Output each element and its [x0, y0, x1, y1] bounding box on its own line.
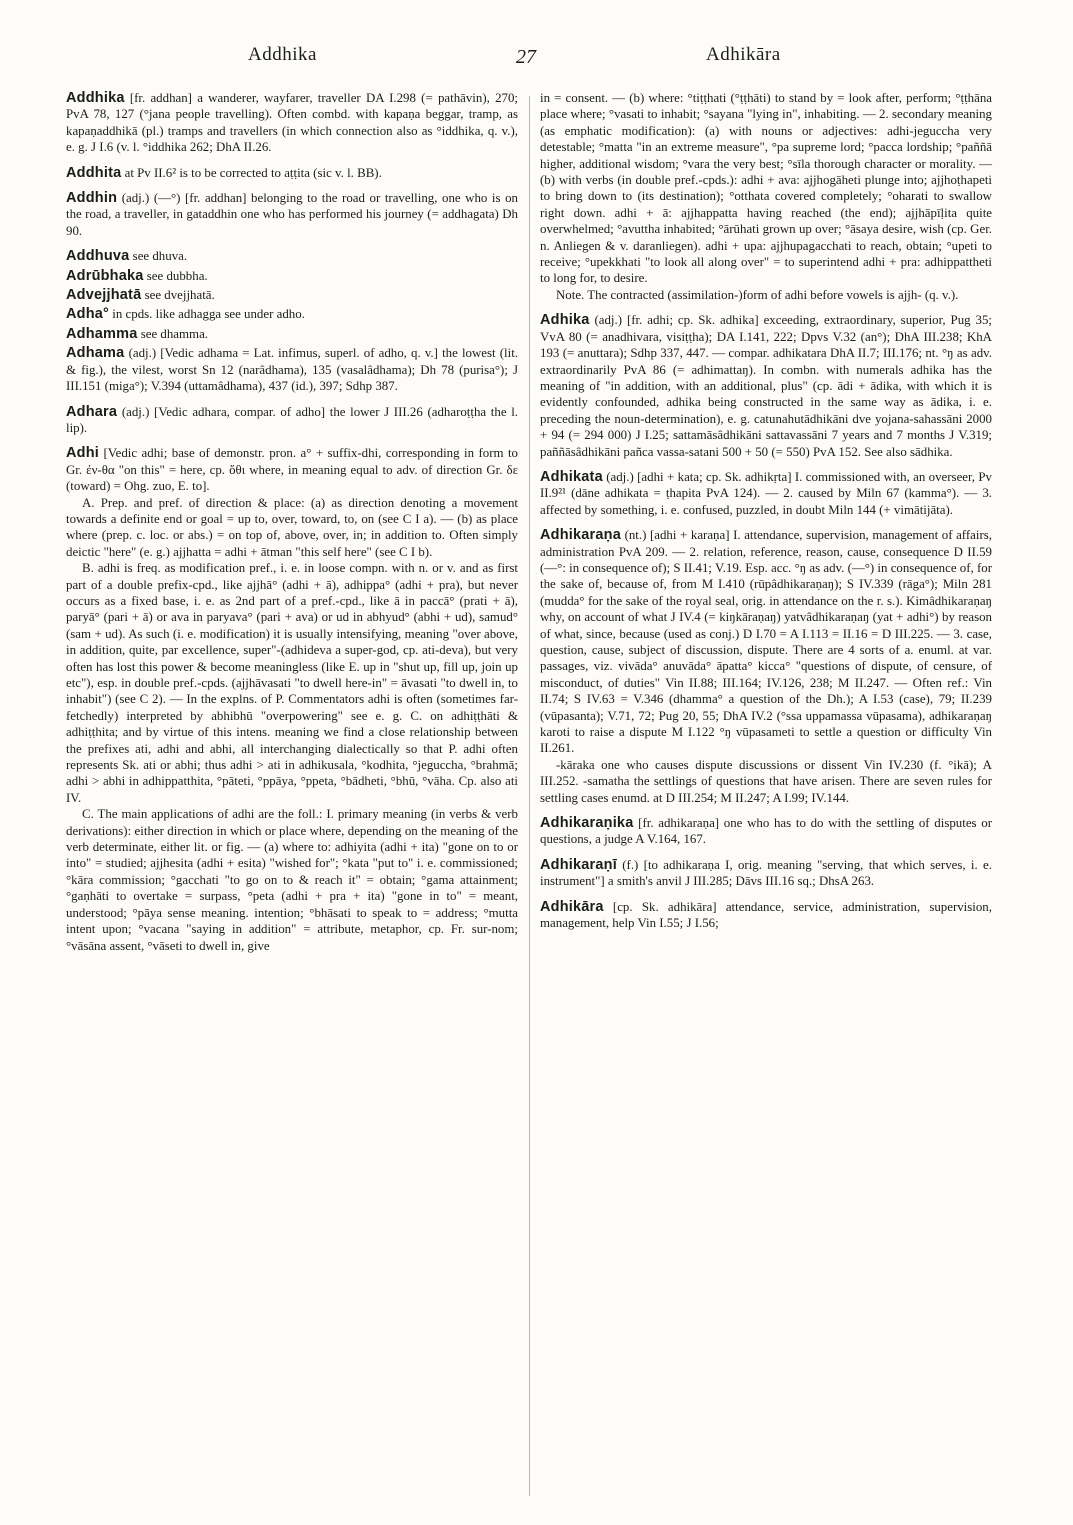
entry-paragraph	[66, 445, 518, 494]
page-number: 27	[516, 46, 536, 68]
entry-paragraph	[66, 165, 518, 181]
column-divider	[529, 96, 530, 1496]
headword: Adhikaraṇa	[540, 527, 621, 544]
entry-paragraph	[540, 757, 992, 806]
definition-text: see dhamma.	[140, 326, 209, 341]
definition-text: (nt.) [adhi + karaṇa] I. attendance, supervision, management of affairs, administration PvA 209. — 2. relation, reference, reason, cause, consequence D II.59 (—°: in consequence of); S II.41; V.19. Esp. acc. °ŋ as adv. (—°) in consequence of, for the sake of, because of, from M I.410 (rūpâdhikaraṇaŋ); S IV.339 (rāga°); Miln 281 (mudda° for the sake of the royal seal, orig. in attendance on the r. s.). Kimâdhikaraṇaŋ why, on account of what J IV.4 (= kiŋkāraṇaŋ) yatvâdhikaraṇaŋ (yat + adhi°) by reason of what, since, because (used as conj.) D I.70 = A I.113 = II.16 = D III.225. — 3. case, question, cause, subject of discussion, dispute. There are 4 sorts of a. enuml. at var. passages, viz. vivāda° anuvāda° āpatta° kicca° "questions of dispute, of censure, of misconduct, of duties" Vin II.88; III.164; IV.126, 238; M II.247. — Often ref.: Vin II.74; S IV.63 = V.346 (dhamma° a question of the Dh.); A I.53 (case), 79; II.239 (vūpasanta); V.71, 72; Pug 20, 55; DhA IV.2 (°ssa uppamassa vūpasama), adhikaraṇaŋ karoti to raise a dispute M I.122 °ŋ vūpasameti to settle a question or difficulty Vin II.261.	[540, 528, 992, 756]
entry-paragraph	[540, 287, 992, 303]
definition-text: C. The main applications of adhi are the foll.: I. primary meaning (in verbs & verb derivations): either direction in which or place where, depending on the meaning of the verb determinate, either lit. or fig. — (a) where to: adhiyita (adhi + ita) "gone on to or into" = studied; ajjhesita (adhi + esita) "wished for"; °kata "put to" i. e. commissioned; °kāra commission; °gacchati "to go on to & reach it" = obtain; °gama attainment; °gaṇhāti to overtake = surpass, °peta (adhi + pra + ita) "gone in to" = meant, understood; °pāya sense meaning. intention; °bhāsati to speak to = address; °mutta intent upon; °vacana "saying in addition" = attribute, metaphor, cp. Fr. sur-nom; °vāsāna assent, °vāseti to dwell in, give	[66, 807, 518, 953]
headword: Advejjhatā	[66, 287, 142, 304]
header-right-guideword: Adhikāra	[706, 44, 781, 65]
running-header	[0, 44, 1073, 74]
entry-paragraph	[540, 527, 992, 757]
entry-advejjhata	[66, 287, 518, 303]
definition-text: (adj.) [adhi + kata; cp. Sk. adhikṛta] I. commissioned with, an overseer, Pv II.9²¹ (dāne adhikata = ṭhapita PvA 124). — 2. caused by Miln 67 (kamma°). — 3. affected by something, i. e. confused, puzzled, in doubt Miln 144 (+ vimātijāta).	[540, 469, 992, 517]
headword: Adhi	[66, 445, 100, 462]
entry-paragraph	[540, 312, 992, 460]
entry-adhara	[66, 404, 518, 437]
entry-paragraph	[66, 404, 518, 437]
definition-text: (adj.) [Vedic adhama = Lat. infimus, superl. of adho, q. v.] the lowest (lit. & fig.), the vilest, worst Sn 12 (narâdhama), 135 (vasalâdhama); Dh 78 (purisa°); J III.151 (miga°); V.394 (uttamâdhama), 437 (id.), 397; Sdhp 387.	[66, 346, 518, 394]
definition-text: [Vedic adhi; base of demonstr. pron. a° + suffix-dhi, corresponding in form to Gr. ἐν-θα "on this" = here, cp. ὅθι where, in meaning equal to adv. of direction Gr. δε (toward) = Ohg. zuo, E. to].	[66, 446, 518, 494]
entry-adhama	[66, 345, 518, 394]
headword: Addhuva	[66, 248, 130, 265]
entry-adhikaranika	[540, 815, 992, 848]
definition-text: at Pv II.6² is to be corrected to aṭṭita (sic v. l. BB).	[124, 165, 382, 180]
entry-adrubhaka	[66, 268, 518, 284]
entry-paragraph	[540, 815, 992, 848]
entry-paragraph	[66, 495, 518, 561]
headword: Addhin	[66, 190, 118, 207]
entry-addhika	[66, 90, 518, 156]
entry-paragraph	[66, 248, 518, 264]
entry-adhikara	[540, 899, 992, 932]
headword: Adhikaraṇika	[540, 815, 634, 832]
entry-paragraph	[66, 326, 518, 342]
definition-text: A. Prep. and pref. of direction & place: (a) as direction denoting a movement towards a definite end or goal = up to, over, toward, to, on (see C I a). — (b) as place where (prep. c. loc. or abs.) = on top of, above, over, in; in addition to. Often simply deictic "here" (e. g.) ajjhatta = adhi + ātman "this self here" (see C I b).	[66, 495, 518, 559]
headword: Addhika	[66, 90, 125, 106]
headword: Adhika	[540, 312, 590, 329]
entry-paragraph	[66, 90, 518, 156]
entry-addhuva	[66, 248, 518, 264]
definition-text: (adj.) (—°) [fr. addhan] belonging to the road or travelling, one who is on the road, a traveller, in gataddhin one who has performed his journey (= addhagata) Dh 90.	[66, 191, 518, 238]
definition-text: Note. The contracted (assimilation-)form of adhi before vowels is ajjh- (q. v.).	[556, 287, 959, 302]
entry-paragraph	[540, 469, 992, 518]
headword: Adrūbhaka	[66, 267, 144, 284]
headword: Adhikaraṇī	[540, 856, 617, 873]
definition-text: [fr. addhan] a wanderer, wayfarer, traveller DA I.298 (= pathāvin), 270; PvA 78, 127 (°jana people travelling). Often combd. with kapaṇa beggar, tramp, as kapaṇaddhikā (pl.) tramps and travellers (in which connection also as °iddhika, q. v.), e. g. J I.6 (v. l. °iddhika 262; DhA II.26.	[66, 91, 518, 155]
entry-adhikarani	[540, 857, 992, 890]
definition-text: (adj.) [fr. adhi; cp. Sk. adhika] exceeding, extraordinary, superior, Pug 35; VvA 80 (= anadhivara, visiṭṭha); DA I.141, 222; Dpvs V.32 (an°); DhA III.238; KhA 193 (= anuttara); Sdhp 337, 447. — compar. adhikatara DhA II.7; III.176; nt. °ŋ as adv. extraordinarily PvA 86 (= adhimattaŋ). In combn. with numerals adhika has the meaning of "in addition, with an additional, plus" (cp. ādi + ādika, with which it is evidently confounded, adhika being constructed in the same way as ādika, i. e. preceding the noun-determination), e. g. catunahutādhikāni dve yojana-sahassāni 2000 + 94 (= 294 000) J I.25; sattamāsâdhikāni sattavassāni 7 years and 7 months J V.319; paññāsâdhikāni pañca vassa-satani 500 + 50 (= 550) PvA 152. See also sādhika.	[540, 313, 992, 459]
definition-text: see dubbha.	[146, 268, 208, 283]
entry-adhikata	[540, 469, 992, 518]
entry-paragraph	[66, 190, 518, 239]
definition-text: see dvejjhatā.	[144, 288, 215, 303]
entry-paragraph	[66, 306, 518, 322]
entry-adhikarana	[540, 527, 992, 806]
headword: Adhama	[66, 345, 125, 362]
headword: Addhita	[66, 164, 122, 181]
headword: Adhamma	[66, 325, 138, 342]
definition-text: in cpds. like adhagga see under adho.	[112, 307, 305, 322]
entry-adhi	[66, 445, 518, 954]
entry-paragraph	[540, 90, 992, 287]
definition-text: -kāraka one who causes dispute discussions or dissent Vin IV.230 (f. °ikā); A III.252. -samatha the settlings of questions that have arisen. There are seven rules for settling cases enumd. at D III.254; M II.247; A I.99; IV.144.	[540, 757, 992, 805]
entry-paragraph	[66, 268, 518, 284]
right-column	[540, 90, 992, 941]
definition-text: (f.) [to adhikaraṇa I, orig. meaning "serving, that which serves, i. e. instrument"] a smith's anvil J III.285; Dāvs III.16 sq.; DhsA 263.	[540, 857, 992, 889]
definition-text: see dhuva.	[132, 249, 188, 264]
definition-text: B. adhi is freq. as modification pref., i. e. in loose compn. with n. or v. and as first part of a double prefix-cpd., like ajjhā° (adhi + ā), adhippa° (adhi + pra), but never occurs as a fixed base, i. e. as 2nd part of a pref.-cpd., like ā in paccā° (prati + ā), paryā° (pari + ā) or ava in paryava° (pari + ava) or ud in abhyud° (abhi + ud), samud° (sam + ud). As such (i. e. modification) it is usually intensifying, meaning "over above, in addition, quite, par excellence, super"-(adhideva a super-god, cp. ati-deva), but very often has lost this power & become meaningless (like E. up in "shut up, fill up, join up etc"), esp. in double pref.-cpds. (ajjhāvasati "to dwell here-in" = āvasati "to dwell in, to inhabit") (see C 2). — In the explns. of P. Commentators adhi is often (sometimes far-fetchedly) interpreted by abhibhū "overpowering" see e. g. C. on adhiṭṭhāti & adhiṭṭhita; and by virtue of this intens. meaning we find a close relationship between the prefixes ati, adhi and abhi, all interchanging dialectically so that P. adhi often represents Sk. ati or abhi; thus adhi > ati in adhikusala, °kodhita, °jeguccha, °brahmā; adhi > abhi in adhippatthita, °pāteti, °ppāya, °ppeta, °bādheti, °bhū, °vāha. Cp. also ati IV.	[66, 561, 518, 805]
definition-text: in = consent. — (b) where: °tiṭṭhati (°ṭṭhāti) to stand by = look after, perform; °ṭṭhāna place where; °vasati to inhabit; °sayana "lying in", inhabiting. — 2. secondary meaning (as emphatic modification): (a) with nouns or adjectives: adhi-jeguccha very detestable; °matta "in an extreme measure", °pa supreme lord; °pacca lordship; °paññā higher, additional wisdom; °vara the very best; °sīla thorough character or morality. — (b) with verbs (in double pref.-cpds.): adhi + ava: ajjhogāheti plunge into; ajjhoṭhapeti to bring down to (its destination); °otthata covered completely; °oharati to swallow right down. adhi + ā: ajjhappatta having reached (the end); ajjhāpīḷita quite overwhelmed; °avuttha inhabited; °ārūhati grown up over; °āsaya desire, wish (cp. Ger. n. Anliegen & v. daranliegen). adhi + upa: ajjhupagacchati to reach, obtain; °upeti to receive; °upekkhati "to look all along over" = to superintend adhi + pra: adhippattheti to long for, to desire.	[540, 91, 992, 286]
entry-adha	[66, 306, 518, 322]
entry-adhika	[540, 312, 992, 460]
left-column	[66, 90, 518, 963]
definition-text: [cp. Sk. adhikāra] attendance, service, administration, supervision, management, help Vin I.55; J I.56;	[540, 899, 992, 931]
entry-continuation	[540, 90, 992, 303]
headword: Adhara	[66, 403, 118, 420]
entry-paragraph	[66, 560, 518, 806]
entry-addhita	[66, 165, 518, 181]
entry-paragraph	[540, 899, 992, 932]
headword: Adhikata	[540, 468, 603, 485]
entry-paragraph	[540, 857, 992, 890]
entry-paragraph	[66, 287, 518, 303]
entry-paragraph	[66, 345, 518, 394]
definition-text: [fr. adhikaraṇa] one who has to do with the settling of disputes or questions, a judge A V.164, 167.	[540, 816, 992, 847]
header-left-guideword: Addhika	[248, 44, 317, 65]
headword: Adha°	[66, 306, 110, 323]
definition-text: (adj.) [Vedic adhara, compar. of adho] the lower J III.26 (adharoṭṭha the l. lip).	[66, 404, 518, 435]
headword: Adhikāra	[540, 898, 604, 915]
entry-adhamma	[66, 326, 518, 342]
entry-addhin	[66, 190, 518, 239]
entry-paragraph	[66, 806, 518, 954]
